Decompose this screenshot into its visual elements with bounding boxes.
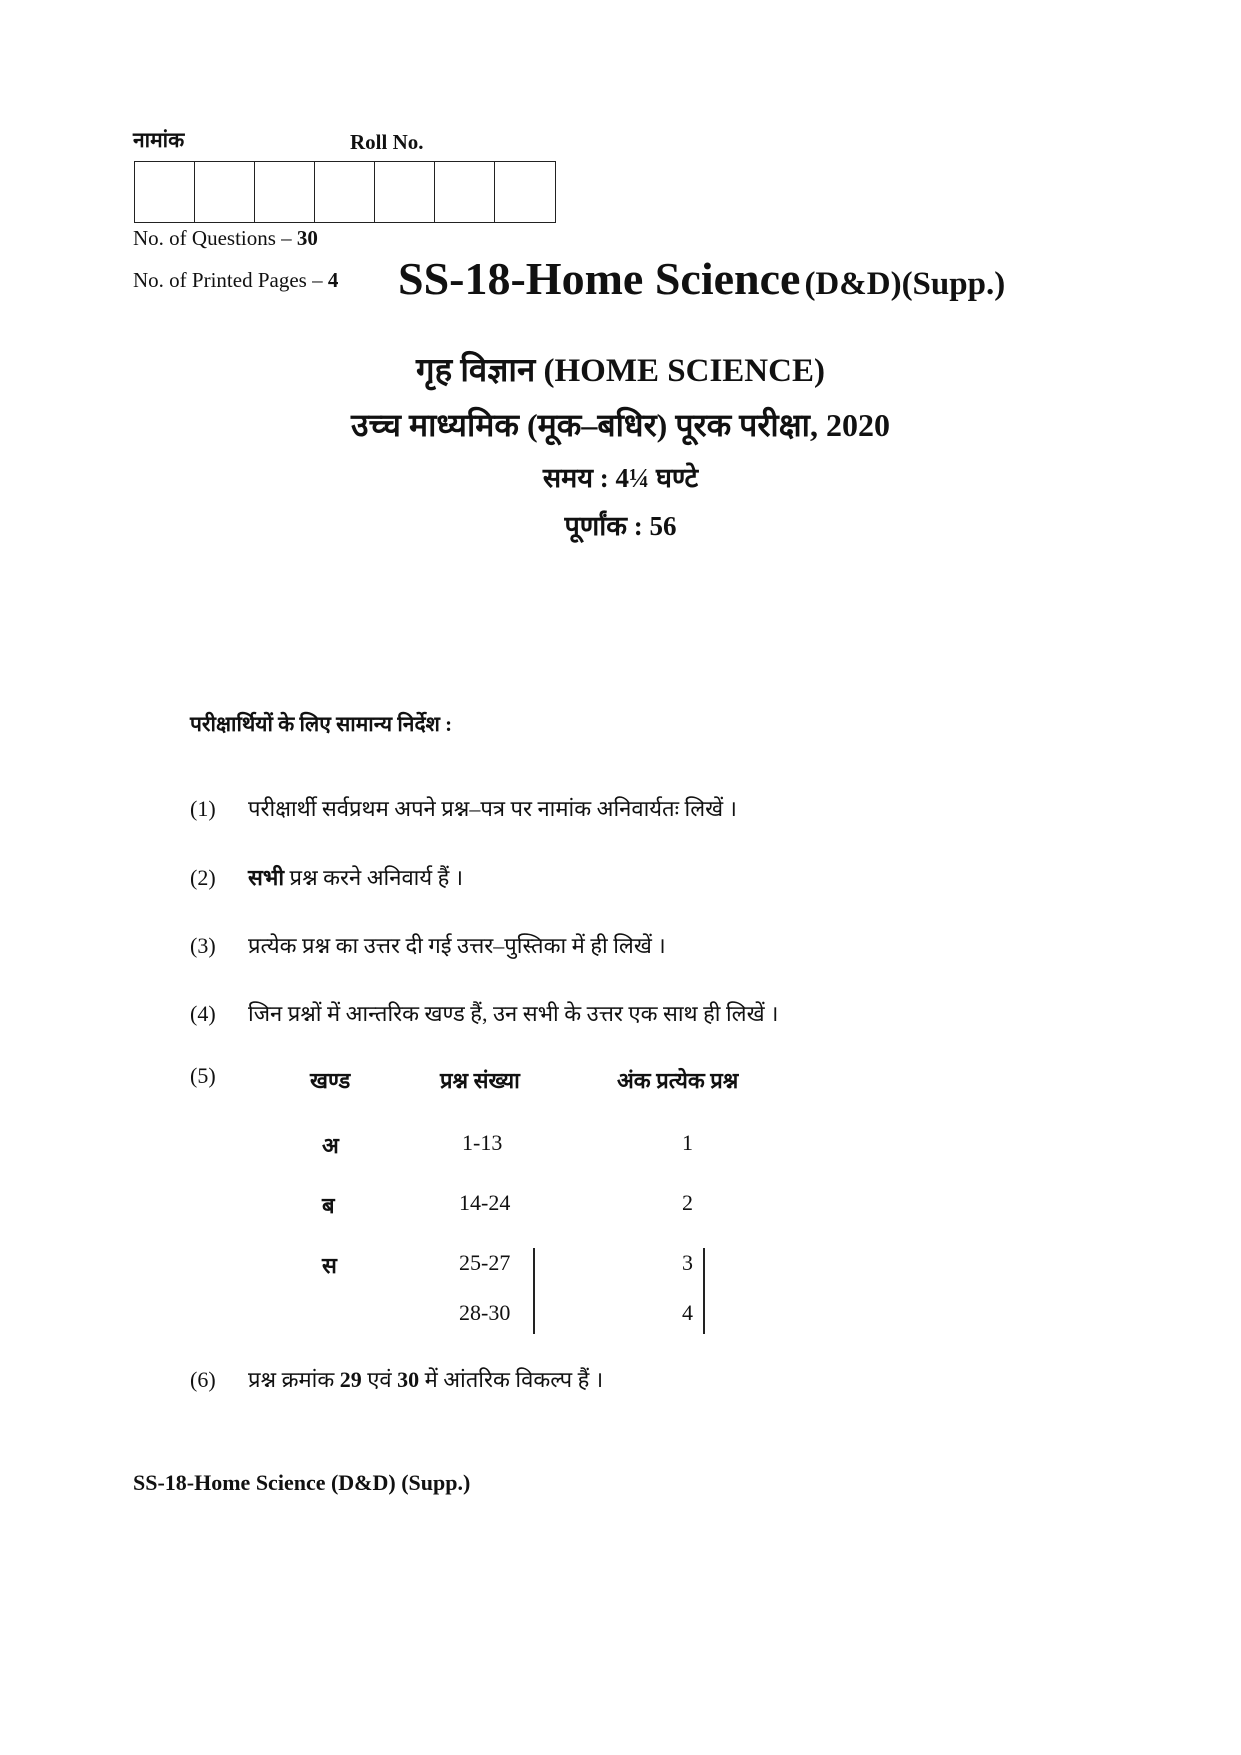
roll-number-boxes: [134, 161, 556, 223]
instruction-number: (6): [190, 1367, 216, 1392]
number-of-pages: [133, 268, 338, 293]
instruction-number: (5): [190, 1063, 216, 1088]
roll-label-hindi: नामांक: [133, 128, 185, 152]
pages-label: No. of Printed Pages –: [133, 268, 323, 292]
group-bracket-marks: [703, 1248, 705, 1334]
table-cell-questions: 14-24: [459, 1190, 511, 1215]
questions-value: 30: [296, 226, 318, 250]
instruction-text: प्रत्येक प्रश्न का उत्तर दी गई उत्तर–पुस्तिका में ही लिखें ।: [248, 933, 666, 958]
question-number-bold: 30: [397, 1367, 420, 1392]
table-cell-section: ब: [322, 1193, 335, 1218]
roll-box: [435, 162, 495, 222]
question-number-bold: 29: [339, 1367, 362, 1392]
table-cell-marks: 1: [682, 1130, 693, 1155]
paper-code: [398, 252, 1005, 305]
roll-box: [375, 162, 435, 222]
instruction-number: (1): [190, 796, 216, 821]
instruction-number: (2): [190, 865, 216, 890]
roll-box: [195, 162, 255, 222]
exam-time: समय : 4¼ घण्टे: [542, 463, 699, 493]
instructions-heading: परीक्षार्थियों के लिए सामान्य निर्देश :: [190, 712, 453, 736]
number-of-questions: [133, 226, 318, 251]
paper-code-main: SS-18-Home Science: [398, 253, 801, 304]
exam-title: उच्च माध्यमिक (मूक–बधिर) पूरक परीक्षा, 2020: [351, 407, 890, 443]
table-cell-questions: 25-27: [459, 1250, 511, 1275]
instruction-item: [190, 930, 666, 960]
instruction-item: [190, 998, 778, 1028]
instruction-number: (4): [190, 1001, 216, 1026]
table-cell-questions: 1-13: [462, 1130, 503, 1155]
instruction-text: परीक्षार्थी सर्वप्रथम अपने प्रश्न–पत्र पर नामांक अनिवार्यतः लिखें ।: [248, 796, 737, 821]
instruction-text: में आंतरिक विकल्प हैं ।: [419, 1367, 604, 1392]
roll-box: [255, 162, 315, 222]
table-header-marks: अंक प्रत्येक प्रश्न: [617, 1068, 739, 1093]
table-cell-marks: 2: [682, 1190, 693, 1215]
total-marks: पूर्णांक : 56: [564, 511, 677, 541]
instruction-bold-text: सभी: [248, 865, 285, 890]
table-cell-marks: 3: [682, 1250, 693, 1275]
table-cell-section: स: [322, 1253, 337, 1278]
instruction-text: जिन प्रश्नों में आन्तरिक खण्ड हैं, उन सभी के उत्तर एक साथ ही लिखें ।: [248, 1001, 779, 1026]
instruction-item: [190, 862, 463, 892]
instruction-text: एवं: [361, 1367, 398, 1392]
instruction-text: प्रश्न करने अनिवार्य हैं ।: [284, 865, 464, 890]
table-cell-questions: 28-30: [459, 1300, 511, 1325]
questions-label: No. of Questions –: [133, 226, 292, 250]
roll-box: [495, 162, 555, 222]
roll-box: [315, 162, 375, 222]
table-cell-section: अ: [322, 1133, 339, 1158]
pages-value: 4: [327, 268, 339, 292]
paper-code-suffix: (D&D)(Supp.): [804, 266, 1006, 302]
instruction-text: प्रश्न क्रमांक: [248, 1367, 340, 1392]
table-cell-marks: 4: [682, 1300, 693, 1325]
table-header-section: खण्ड: [310, 1068, 351, 1093]
instruction-item: [190, 1364, 603, 1394]
roll-label-english: Roll No.: [350, 130, 424, 154]
roll-box: [135, 162, 195, 222]
group-bracket-questions: [533, 1248, 535, 1334]
footer-paper-code: SS-18-Home Science (D&D) (Supp.): [133, 1470, 471, 1495]
instruction-item: [190, 793, 737, 823]
table-header-questions: प्रश्न संख्या: [440, 1068, 520, 1093]
subject-title: गृह विज्ञान (HOME SCIENCE): [416, 353, 825, 389]
instruction-number: (3): [190, 933, 216, 958]
